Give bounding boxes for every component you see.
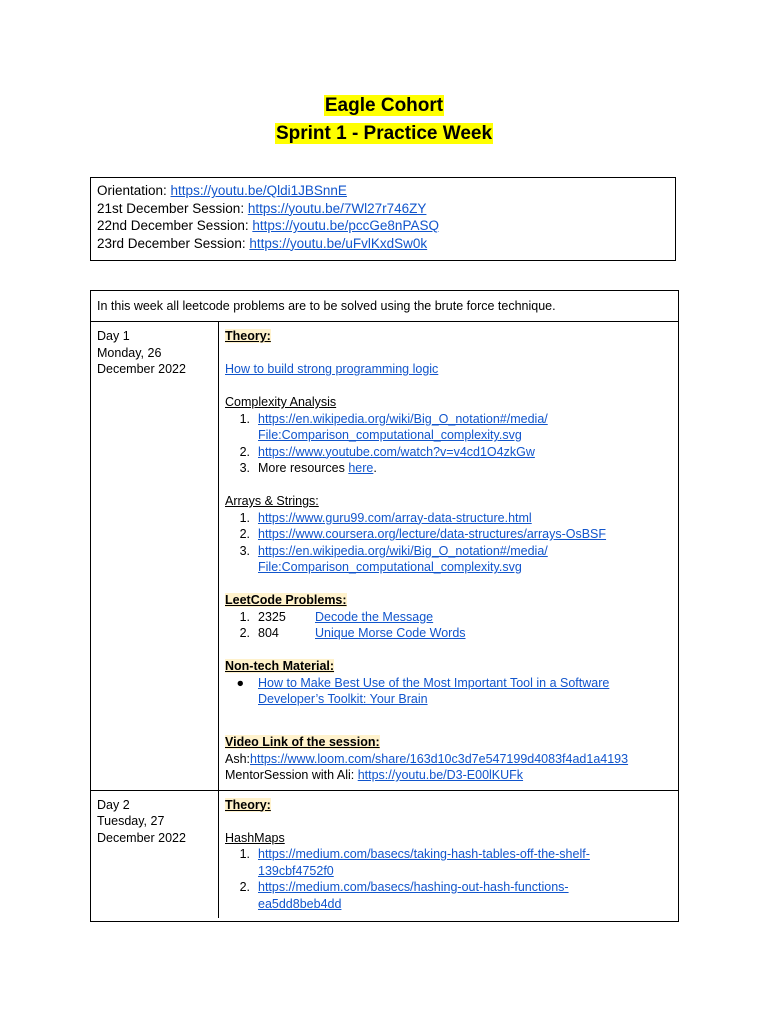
complexity-wiki-link[interactable]: https://en.wikipedia.org/wiki/Big_O_notation#/media/ File:Comparison_computational_complexity.svg bbox=[258, 411, 548, 442]
dec21-session-link[interactable]: https://youtu.be/7Wl27r746ZY bbox=[247, 200, 427, 216]
hashmaps-heading: HashMaps bbox=[225, 830, 285, 845]
cohort-title: Eagle Cohort bbox=[324, 95, 444, 116]
session-link-row: 23rd December Session: https://youtu.be/uFvlKxdSw0k bbox=[97, 235, 428, 251]
mentor-video-row: MentorSession with Ali: https://youtu.be/D3-E00lKUFk bbox=[225, 768, 524, 782]
decode-message-link[interactable]: Decode the Message bbox=[315, 609, 434, 624]
morse-code-link[interactable]: Unique Morse Code Words bbox=[315, 626, 466, 640]
list-item: 1. 2325 Decode the Message bbox=[239, 609, 434, 624]
day2-date-cell: Day 2 Tuesday, 27 December 2022 bbox=[91, 791, 219, 919]
coursera-link[interactable]: https://www.coursera.org/lecture/data-structures/arrays-OsBSF bbox=[258, 527, 607, 541]
complexity-heading: Complexity Analysis bbox=[225, 395, 337, 409]
intro-row bbox=[91, 291, 678, 321]
nontech-list bbox=[225, 675, 672, 708]
nontech-heading: Non-tech Material: bbox=[225, 659, 335, 673]
session-link-row: Orientation: https://youtu.be/Qldi1JBSnnE bbox=[97, 183, 347, 198]
schedule-table bbox=[90, 290, 679, 922]
arrays-wiki-link[interactable]: https://en.wikipedia.org/wiki/Big_O_notation#/media/ File:Comparison_computational_complexity.svg bbox=[258, 543, 548, 574]
ash-loom-link[interactable]: https://www.loom.com/share/163d10c3d7e547199d4083f4ad1a4193 bbox=[250, 751, 629, 766]
orientation-link[interactable]: https://youtu.be/Qldi1JBSnnE bbox=[170, 183, 347, 198]
arrays-list bbox=[225, 510, 672, 576]
list-item: 2. https://medium.com/basecs/hashing-out-hash-functions- ea5dd8beb4dd bbox=[239, 880, 569, 911]
list-item: 2. https://www.youtube.com/watch?v=v4cd1O4zkGw bbox=[239, 444, 535, 459]
complexity-list bbox=[225, 411, 672, 477]
video-heading: Video Link of the session: bbox=[225, 735, 380, 749]
theory-heading: Theory: bbox=[225, 797, 271, 812]
list-item: 1. https://www.guru99.com/array-data-structure.html bbox=[239, 510, 532, 525]
list-item: 2. https://www.coursera.org/lecture/data-structures/arrays-OsBSF bbox=[239, 527, 607, 541]
leetcode-heading: LeetCode Problems: bbox=[225, 593, 347, 607]
mentor-session-link[interactable]: https://youtu.be/D3-E00lKUFk bbox=[357, 768, 524, 782]
list-item: 3. https://en.wikipedia.org/wiki/Big_O_notation#/media/ File:Comparison_computational_complexity.svg bbox=[239, 543, 548, 574]
day2-row bbox=[91, 790, 678, 919]
complexity-youtube-link[interactable]: https://www.youtube.com/watch?v=v4cd1O4zkGw bbox=[258, 444, 535, 459]
sprint-title: Sprint 1 - Practice Week bbox=[275, 123, 493, 144]
list-item bbox=[225, 675, 672, 708]
session-links-box bbox=[90, 177, 676, 261]
day1-row bbox=[91, 321, 678, 790]
hash-tables-link[interactable]: https://medium.com/basecs/taking-hash-tables-off-the-shelf- 139cbf4752f0 bbox=[258, 847, 590, 878]
list-item: 3. More resources here. bbox=[239, 461, 377, 475]
day2-content-cell bbox=[219, 791, 678, 919]
theory-heading: Theory: bbox=[225, 329, 271, 343]
session-link-row: 22nd December Session: https://youtu.be/pccGe8nPASQ bbox=[97, 218, 439, 233]
dec22-session-link[interactable]: https://youtu.be/pccGe8nPASQ bbox=[252, 218, 439, 233]
dec23-session-link[interactable]: https://youtu.be/uFvlKxdSw0k bbox=[249, 235, 428, 251]
hash-functions-link[interactable]: https://medium.com/basecs/hashing-out-hash-functions- ea5dd8beb4dd bbox=[258, 880, 569, 911]
arrays-heading: Arrays & Strings: bbox=[225, 494, 319, 508]
intro-text: In this week all leetcode problems are to be solved using the brute force technique. bbox=[97, 299, 556, 313]
hashmaps-list bbox=[225, 846, 672, 912]
document-title bbox=[0, 92, 768, 148]
more-resources-link[interactable]: here bbox=[348, 461, 374, 475]
day1-date-cell: Day 1 Monday, 26 December 2022 bbox=[91, 322, 219, 790]
list-item: 1. https://medium.com/basecs/taking-hash-tables-off-the-shelf- 139cbf4752f0 bbox=[239, 847, 590, 878]
list-item: 2. 804 Unique Morse Code Words bbox=[239, 626, 466, 640]
list-item: 1. https://en.wikipedia.org/wiki/Big_O_notation#/media/ File:Comparison_computational_complexity.svg bbox=[239, 411, 548, 442]
bullet-icon: ● bbox=[236, 675, 244, 690]
programming-logic-link[interactable]: How to build strong programming logic bbox=[225, 362, 439, 376]
guru99-link[interactable]: https://www.guru99.com/array-data-structure.html bbox=[258, 510, 532, 525]
ash-video-row: Ash:https://www.loom.com/share/163d10c3d7e547199d4083f4ad1a4193 bbox=[225, 751, 629, 766]
leetcode-list bbox=[225, 609, 672, 642]
day1-content-cell bbox=[219, 322, 678, 790]
session-link-row: 21st December Session: https://youtu.be/7Wl27r746ZY bbox=[97, 200, 427, 216]
brain-toolkit-link[interactable]: How to Make Best Use of the Most Important Tool in a Software Developer’s Toolkit: Your Brain bbox=[258, 675, 610, 706]
